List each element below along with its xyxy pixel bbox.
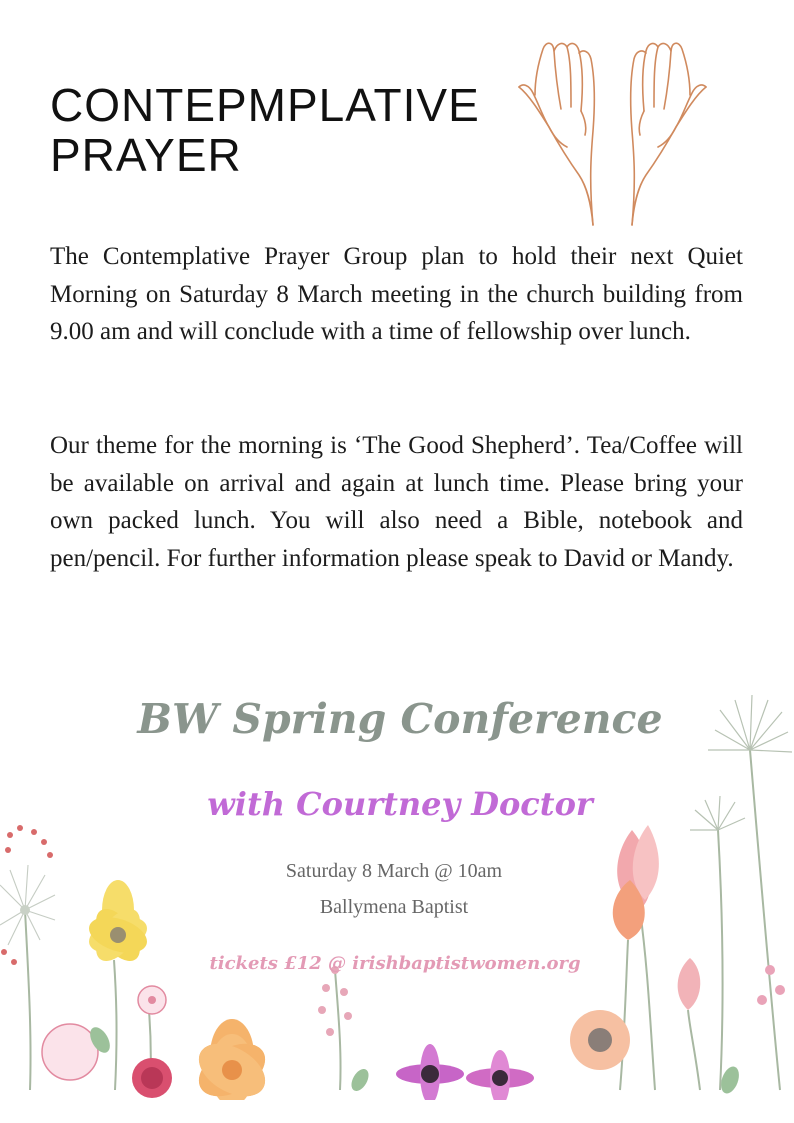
yellow-flower (85, 880, 152, 969)
conference-date: Saturday 8 March @ 10am (285, 860, 503, 882)
conference-venue: Ballymena Baptist (319, 896, 469, 918)
theme-paragraph: Our theme for the morning is ‘The Good Shepherd’. Tea/Coffee will be available on arrival and again at lunch time. Please bring your own packed lunch. You will also need a Bible, notebook and pen/pencil. For further information please speak to David or Mandy. (50, 432, 743, 572)
orange-flower (190, 1019, 274, 1100)
conference-title: BW Spring Conference (137, 695, 663, 743)
conference-speaker: with Courtney Doctor (207, 785, 593, 823)
praying-hands-icon (505, 35, 720, 230)
prayer-group-paragraph: The Contemplative Prayer Group plan to hold their next Quiet Morning on Saturday 8 March meeting in the church building from 9.00 am and will conclude with a time of fellowship over lunch. (50, 243, 743, 345)
conference-tickets: tickets £12 @ irishbaptistwomen.org (209, 953, 581, 974)
title-line-1: CONTEPMPLATIVE (50, 79, 480, 131)
purple-daisy (396, 1044, 534, 1100)
contemplative-prayer-title (50, 80, 500, 180)
dandelion-right (708, 695, 792, 752)
title-line-2: PRAYER (50, 129, 242, 181)
